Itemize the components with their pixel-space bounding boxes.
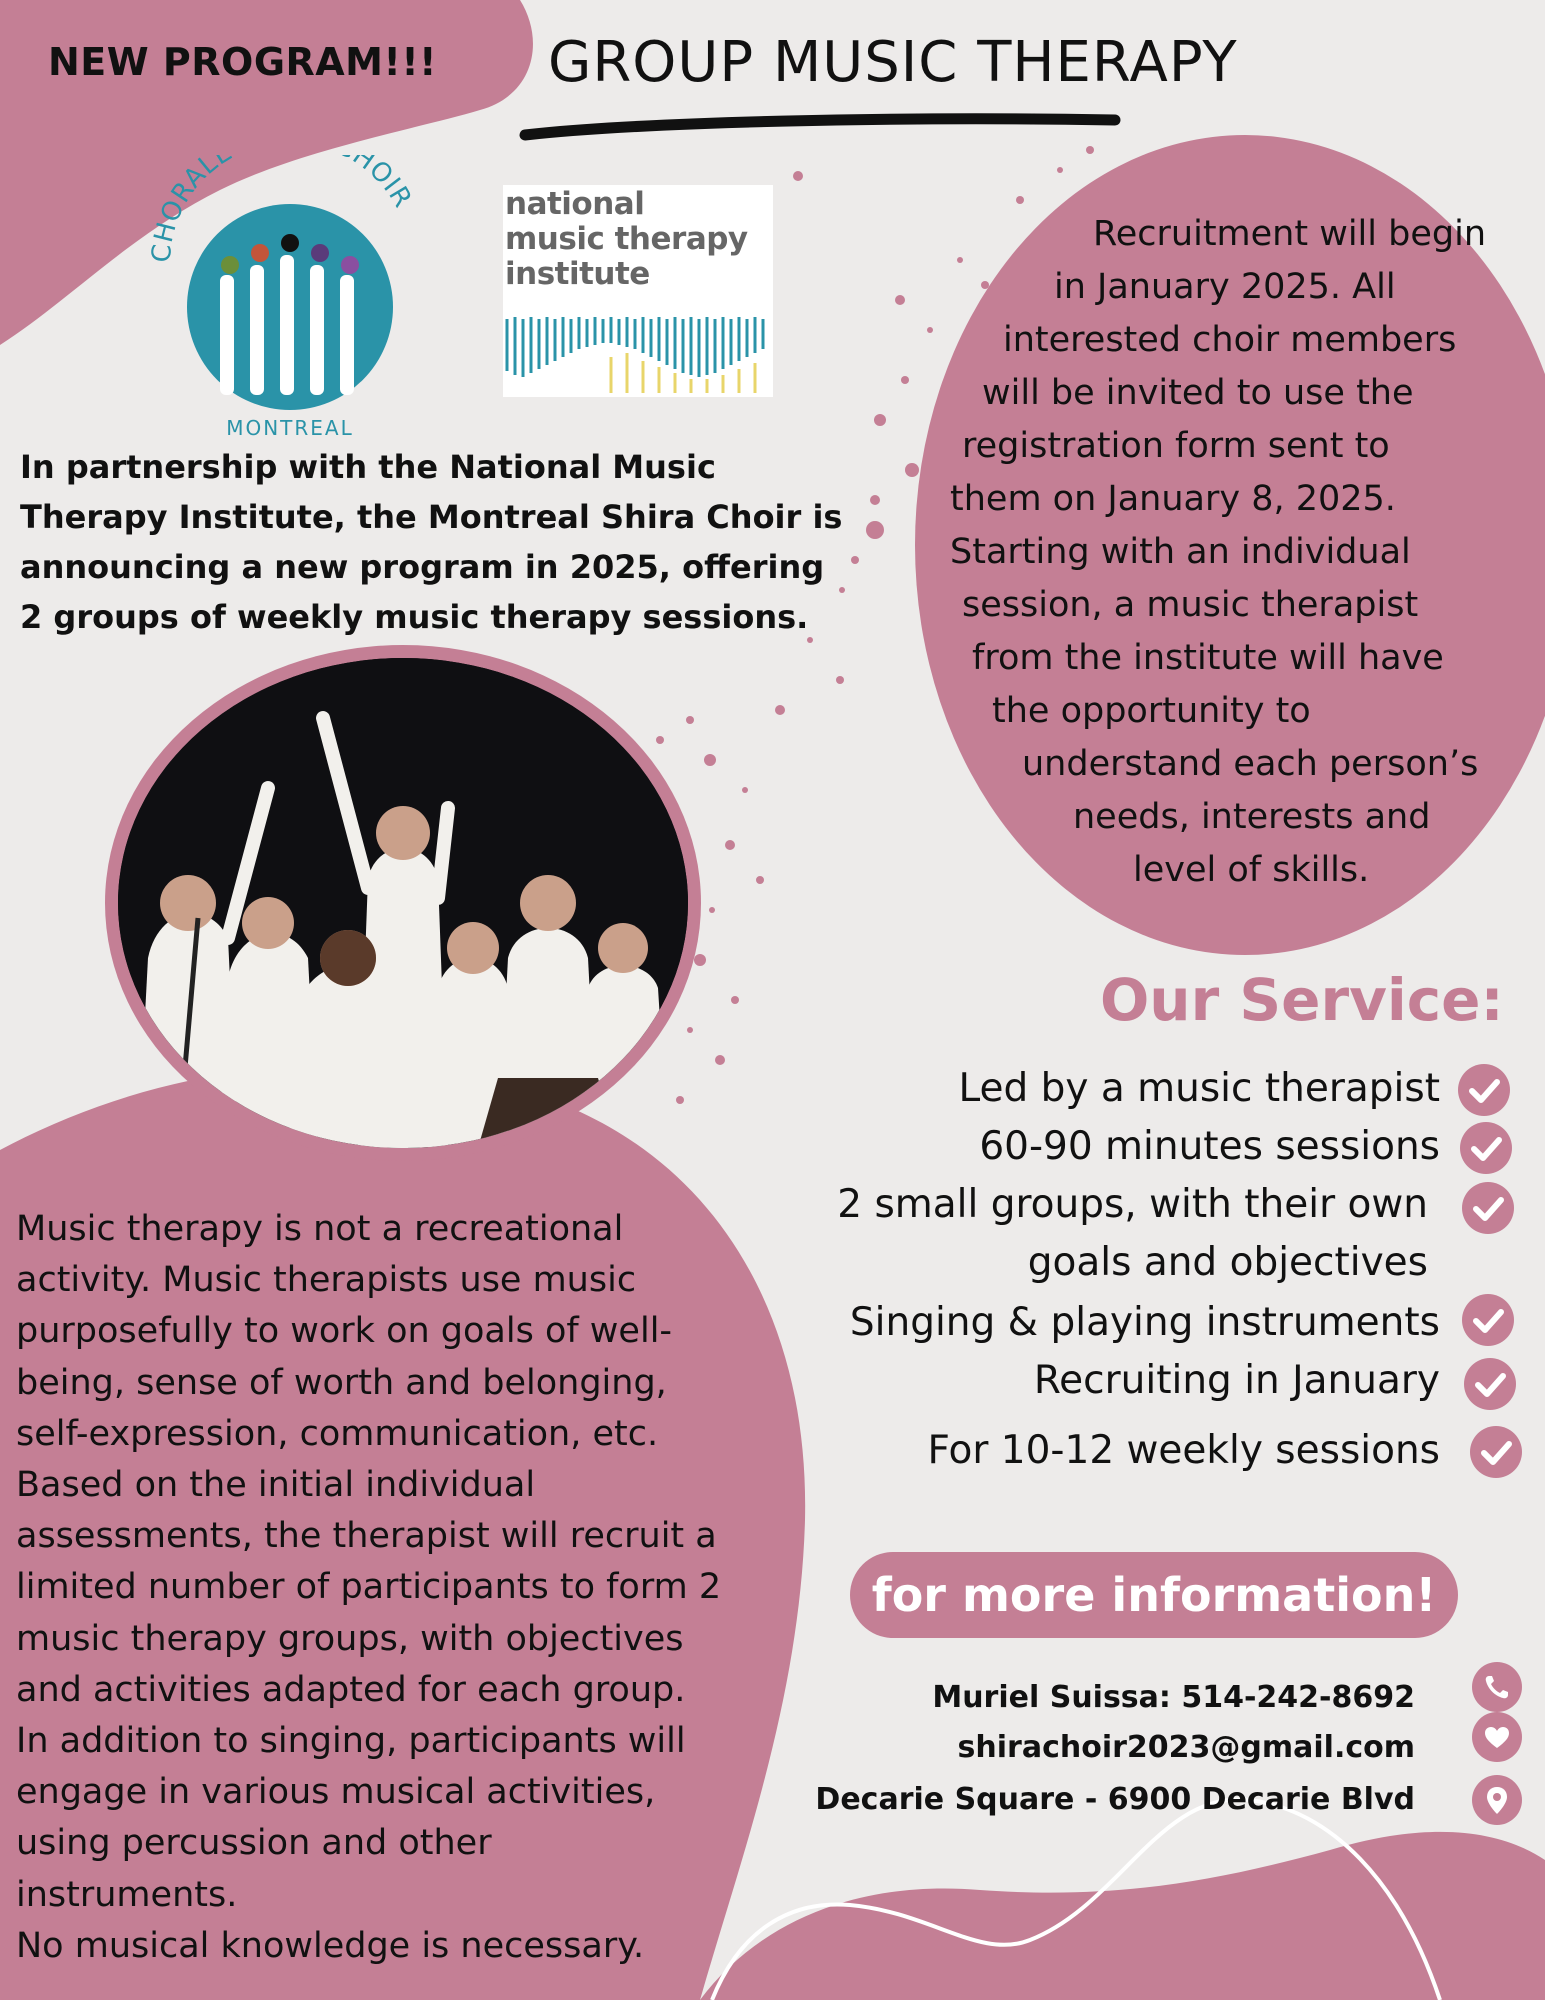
- contact-phone[interactable]: Muriel Suissa: 514-242-8692: [932, 1680, 1415, 1715]
- check-icon: [1460, 1122, 1512, 1174]
- services-heading: Our Service:: [1100, 966, 1504, 1034]
- new-program-badge: NEW PROGRAM!!!: [48, 40, 437, 84]
- recruitment-line: needs, interests and: [1073, 797, 1431, 837]
- check-icon: [1462, 1294, 1514, 1346]
- recruitment-paragraph: [920, 208, 1540, 897]
- service-item: 60-90 minutes sessions: [979, 1124, 1440, 1169]
- institute-logo: [503, 185, 773, 397]
- recruitment-line: Recruitment will begin: [1093, 214, 1486, 254]
- recruitment-line: Starting with an individual: [950, 532, 1411, 572]
- choir-photo: [118, 658, 688, 1148]
- choir-logo-ring-text: HORAL HOIR: [150, 155, 418, 246]
- institute-logo-bars: [503, 313, 773, 397]
- recruitment-line: in January 2025. All: [1054, 267, 1396, 307]
- choir-photo-illustration: [118, 658, 688, 1148]
- more-information-button[interactable]: for more information!: [850, 1552, 1458, 1638]
- recruitment-line: from the institute will have: [972, 638, 1444, 678]
- choir-logo: [150, 155, 430, 440]
- page-title: GROUP MUSIC THERAPY: [548, 30, 1238, 95]
- heart-icon: [1472, 1712, 1522, 1762]
- bottom-right-blob: [700, 1832, 1545, 2000]
- recruitment-line: interested choir members: [1003, 320, 1457, 360]
- choir-logo-graphic: [150, 155, 430, 440]
- service-item: Recruiting in January: [1033, 1358, 1440, 1403]
- recruitment-line: level of skills.: [1133, 850, 1370, 890]
- intro-line: Therapy Institute, the Montreal Shira Choir is: [20, 498, 843, 536]
- intro-paragraph: [20, 442, 860, 642]
- institute-logo-line1: national: [505, 186, 645, 222]
- recruitment-line: registration form sent to: [962, 426, 1390, 466]
- check-icon: [1470, 1426, 1522, 1478]
- check-icon: [1462, 1182, 1514, 1234]
- service-item: For 10-12 weekly sessions: [927, 1428, 1440, 1473]
- service-item: Singing & playing instruments: [849, 1300, 1440, 1345]
- phone-icon: [1472, 1662, 1522, 1712]
- title-underline: [525, 119, 1115, 135]
- recruitment-line: will be invited to use the: [982, 373, 1414, 413]
- intro-line: In partnership with the National Music: [20, 448, 716, 486]
- therapy-description: Music therapy is not a recreational activity. Music therapists use music purposefully to work on goals of well- being, sense of worth and belonging, self-expression, communication, etc. Based on the initial individual assessments, the therapist will recruit a limited number of participants to form 2 music therapy groups, with objectives and activities adapted for each group. In addition to singing, participants will engage in various musical activities, using percussion and other instruments. No musical knowledge is necessary.: [16, 1209, 722, 1966]
- recruitment-line: session, a music therapist: [962, 585, 1419, 625]
- institute-logo-line3: institute: [505, 256, 650, 292]
- recruitment-line: the opportunity to: [992, 691, 1311, 731]
- contact-email[interactable]: shirachoir2023@gmail.com: [957, 1730, 1415, 1765]
- intro-line: announcing a new program in 2025, offering: [20, 548, 825, 586]
- location-pin-icon: [1472, 1775, 1522, 1825]
- service-item: 2 small groups, with their own goals and objectives: [837, 1182, 1428, 1285]
- check-icon: [1458, 1064, 1510, 1116]
- service-item: Led by a music therapist: [958, 1066, 1440, 1111]
- intro-line: 2 groups of weekly music therapy sessions.: [20, 598, 809, 636]
- recruitment-line: understand each person’s: [1022, 744, 1479, 784]
- recruitment-line: them on January 8, 2025.: [950, 479, 1396, 519]
- contact-address[interactable]: Decarie Square - 6900 Decarie Blvd: [815, 1782, 1415, 1817]
- choir-logo-city: MONTREAL: [226, 416, 354, 440]
- check-icon: [1464, 1358, 1516, 1410]
- institute-logo-line2: music therapy: [505, 221, 748, 257]
